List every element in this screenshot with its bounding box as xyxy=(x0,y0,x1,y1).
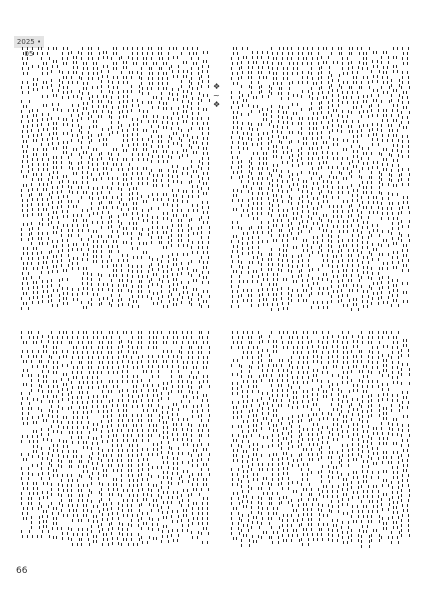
text-column xyxy=(260,46,270,320)
left-column-block-lower xyxy=(20,330,210,552)
text-column xyxy=(390,330,400,552)
text-column xyxy=(290,46,300,320)
text-column xyxy=(120,330,130,552)
text-column xyxy=(350,330,360,552)
text-column xyxy=(130,330,140,552)
text-column xyxy=(300,330,310,552)
text-column xyxy=(30,330,40,552)
text-column xyxy=(90,330,100,552)
right-column-block-upper xyxy=(230,46,410,320)
text-column xyxy=(40,330,50,552)
text-column xyxy=(400,46,410,320)
left-column-block-upper xyxy=(20,46,210,320)
text-column xyxy=(20,330,30,552)
text-column xyxy=(240,46,250,320)
text-column xyxy=(150,46,160,320)
text-column xyxy=(60,46,70,320)
text-column xyxy=(270,330,280,552)
text-column xyxy=(170,330,180,552)
text-column xyxy=(340,330,350,552)
text-column xyxy=(130,46,140,320)
text-column xyxy=(290,330,300,552)
text-column xyxy=(30,46,40,320)
text-column xyxy=(190,330,200,552)
text-column xyxy=(160,330,170,552)
text-column xyxy=(320,330,330,552)
text-column xyxy=(80,46,90,320)
text-column xyxy=(70,330,80,552)
text-column xyxy=(250,46,260,320)
text-column xyxy=(90,46,100,320)
text-column xyxy=(360,46,370,320)
text-column xyxy=(200,330,210,552)
text-column xyxy=(360,330,370,552)
text-column xyxy=(300,46,310,320)
text-column xyxy=(390,46,400,320)
text-column xyxy=(170,46,180,320)
text-column xyxy=(120,46,130,320)
text-column xyxy=(250,330,260,552)
ornament-icon: ❖ ~ ❖ xyxy=(213,82,221,109)
page-number: 66 xyxy=(16,566,28,576)
text-column xyxy=(110,330,120,552)
issue-badge: 2025 • 05 xyxy=(14,36,44,48)
text-column xyxy=(180,46,190,320)
text-column xyxy=(400,330,410,552)
text-column xyxy=(100,330,110,552)
text-column xyxy=(280,330,290,552)
text-column xyxy=(380,46,390,320)
text-column xyxy=(230,330,240,552)
text-column xyxy=(50,330,60,552)
text-column xyxy=(100,46,110,320)
text-column xyxy=(150,330,160,552)
section-divider xyxy=(213,82,225,552)
text-column xyxy=(200,46,210,320)
text-column xyxy=(60,330,70,552)
text-column xyxy=(260,330,270,552)
text-column xyxy=(350,46,360,320)
text-column xyxy=(230,46,240,320)
text-column xyxy=(70,46,80,320)
text-column xyxy=(370,330,380,552)
text-column xyxy=(270,46,280,320)
text-column xyxy=(160,46,170,320)
text-column xyxy=(80,330,90,552)
right-column-block-lower xyxy=(230,330,410,552)
text-column xyxy=(40,46,50,320)
text-column xyxy=(330,330,340,552)
text-column xyxy=(180,330,190,552)
text-column xyxy=(140,46,150,320)
text-column xyxy=(280,46,290,320)
text-column xyxy=(140,330,150,552)
text-column xyxy=(110,46,120,320)
text-column xyxy=(340,46,350,320)
text-column xyxy=(20,46,30,320)
text-column xyxy=(370,46,380,320)
text-column xyxy=(240,330,250,552)
text-column xyxy=(310,46,320,320)
text-column xyxy=(320,46,330,320)
text-column xyxy=(330,46,340,320)
text-column xyxy=(310,330,320,552)
text-column xyxy=(190,46,200,320)
text-column xyxy=(380,330,390,552)
text-column xyxy=(50,46,60,320)
